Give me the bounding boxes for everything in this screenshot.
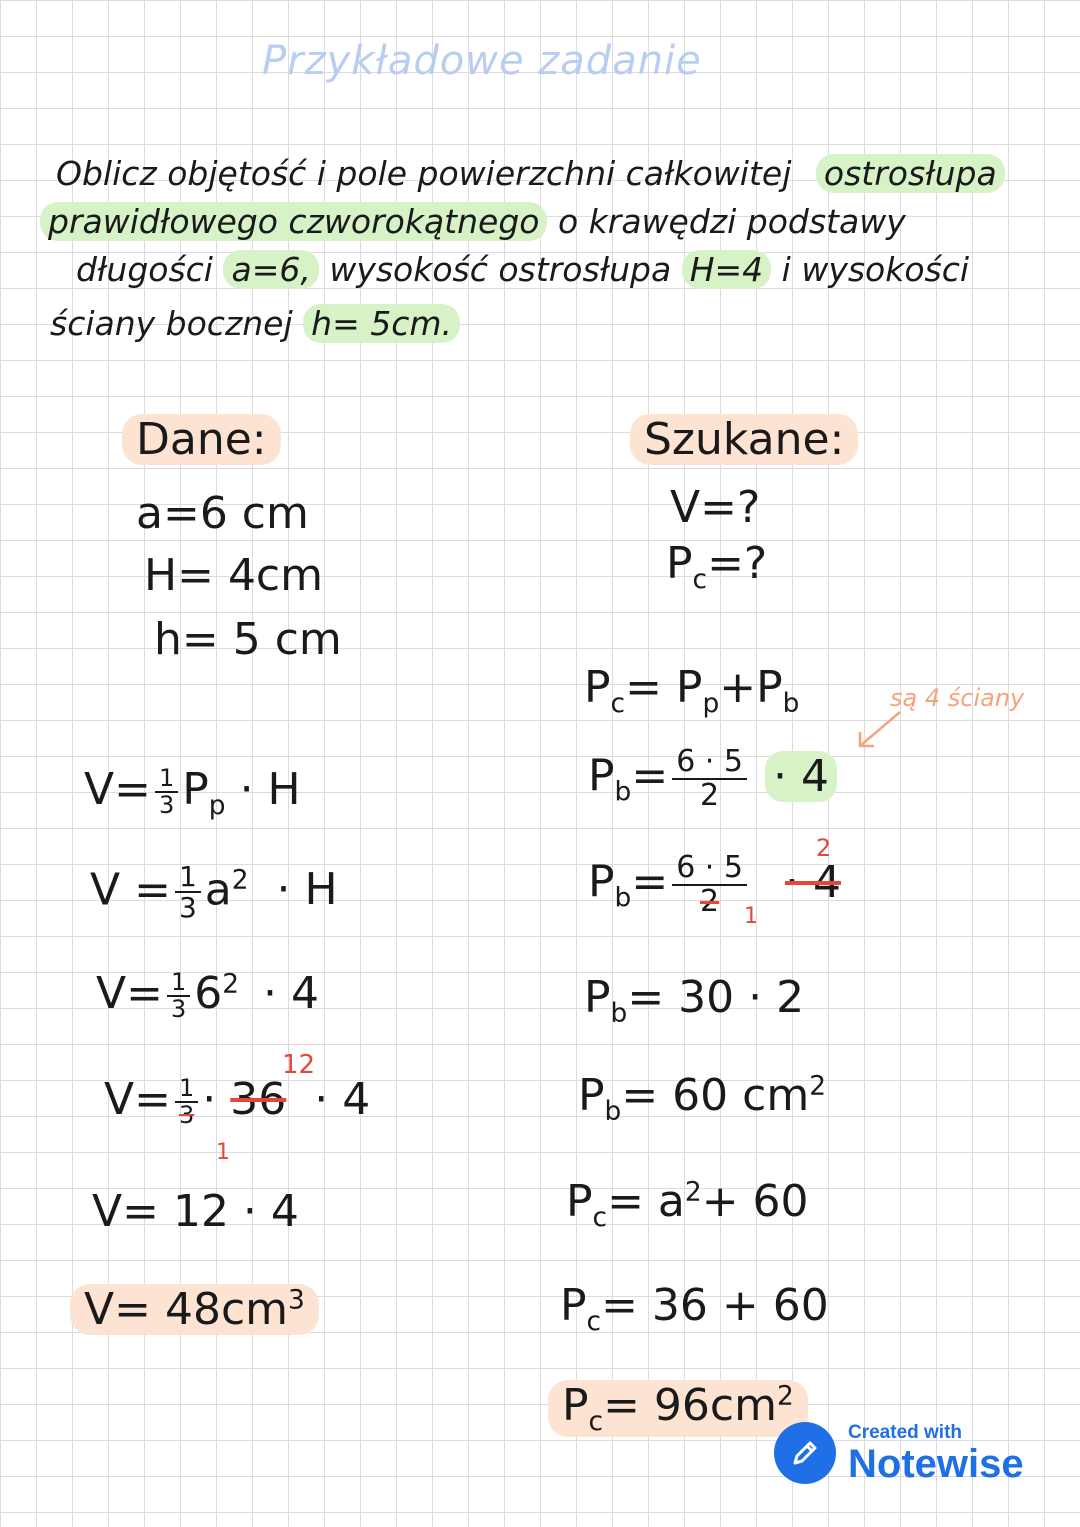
badge-brand-text: Notewise bbox=[848, 1442, 1024, 1486]
volume-line-1 bbox=[84, 764, 301, 821]
fraction bbox=[672, 852, 747, 917]
symbol-rest: =? bbox=[707, 538, 768, 589]
sought-Pc bbox=[666, 538, 767, 595]
denominator: 2 bbox=[700, 883, 720, 919]
task-text: Oblicz objętość i pole powierzchni całkowitej bbox=[56, 154, 792, 193]
area-line-6 bbox=[566, 1176, 809, 1233]
text: V= bbox=[96, 968, 163, 1019]
side-note: są 4 ściany bbox=[890, 684, 1025, 712]
text: V= bbox=[84, 764, 151, 815]
volume-line-2 bbox=[90, 862, 338, 923]
area-line-3 bbox=[588, 852, 841, 917]
area-line-5 bbox=[578, 1070, 826, 1127]
denominator: 3 bbox=[178, 1101, 195, 1129]
task-text: długości bbox=[76, 250, 213, 289]
text: +P bbox=[719, 662, 783, 713]
fraction bbox=[175, 862, 201, 923]
subscript: c bbox=[610, 687, 626, 719]
volume-line-5: V= 12 · 4 bbox=[92, 1186, 299, 1237]
text: = P bbox=[625, 662, 703, 713]
sought-V: V=? bbox=[670, 482, 761, 533]
task-line-4 bbox=[50, 302, 460, 346]
text: · H bbox=[239, 764, 301, 815]
text: P bbox=[588, 856, 615, 908]
text: P bbox=[562, 1380, 589, 1431]
subscript: b bbox=[610, 997, 628, 1029]
area-line-4 bbox=[584, 972, 804, 1029]
reduced-1: 1 bbox=[216, 1140, 230, 1165]
subscript: c bbox=[692, 563, 708, 595]
page-title: Przykładowe zadanie bbox=[262, 38, 702, 84]
task-text: ściany bocznej bbox=[50, 304, 293, 343]
sought-heading: Szukane: bbox=[630, 414, 858, 465]
crossed-value: · 4 bbox=[784, 856, 841, 908]
symbol-P: P bbox=[666, 538, 693, 589]
numerator: 6 · 5 bbox=[672, 746, 747, 780]
superscript: 2 bbox=[776, 1380, 794, 1412]
subscript: p bbox=[702, 687, 720, 719]
text: = 60 cm bbox=[621, 1070, 810, 1121]
reduced-1b: 1 bbox=[744, 904, 758, 929]
given-a: a=6 cm bbox=[136, 488, 309, 539]
area-line-7 bbox=[560, 1280, 829, 1337]
denominator: 3 bbox=[170, 995, 187, 1023]
highlight: prawidłowego czworokątnego bbox=[40, 202, 547, 241]
superscript: 2 bbox=[231, 864, 249, 896]
superscript: 2 bbox=[809, 1070, 826, 1102]
superscript: 2 bbox=[684, 1176, 702, 1208]
text: · H bbox=[276, 864, 338, 916]
area-line-1 bbox=[584, 662, 799, 719]
task-line-2 bbox=[40, 200, 906, 244]
text: P bbox=[182, 764, 209, 815]
task-text: i wysokości bbox=[781, 250, 970, 289]
highlight: H=4 bbox=[682, 250, 771, 289]
highlight: · 4 bbox=[765, 751, 837, 802]
subscript: b bbox=[614, 776, 632, 808]
text: = 36 + 60 bbox=[601, 1280, 829, 1331]
subscript: b bbox=[782, 687, 800, 719]
task-text: wysokość ostrosłupa bbox=[329, 250, 672, 289]
text: P bbox=[584, 662, 611, 713]
subscript: b bbox=[604, 1095, 622, 1127]
text: P bbox=[566, 1176, 593, 1227]
crossed-value: 36 bbox=[230, 1074, 287, 1125]
denominator: 2 bbox=[700, 777, 720, 813]
volume-line-4 bbox=[104, 1074, 370, 1128]
numerator: 1 bbox=[175, 862, 201, 893]
fraction bbox=[175, 1073, 198, 1129]
text: = 96cm bbox=[603, 1380, 777, 1431]
reduced-12: 12 bbox=[282, 1050, 316, 1080]
numerator: 1 bbox=[167, 970, 190, 997]
area-line-2 bbox=[588, 746, 837, 811]
task-line-3 bbox=[76, 248, 969, 292]
superscript: 2 bbox=[222, 968, 240, 1000]
subscript: c bbox=[586, 1305, 602, 1337]
text: + 60 bbox=[701, 1176, 809, 1227]
given-h: h= 5 cm bbox=[154, 614, 342, 665]
text: a bbox=[204, 864, 232, 916]
task-line-1 bbox=[56, 152, 1005, 196]
denominator: 3 bbox=[158, 791, 175, 819]
text: · 4 bbox=[263, 968, 320, 1019]
text: = 30 · 2 bbox=[627, 972, 805, 1023]
highlight: a=6, bbox=[223, 250, 318, 289]
text: = bbox=[631, 750, 669, 802]
text: P bbox=[578, 1070, 605, 1121]
area-result bbox=[548, 1380, 808, 1437]
volume-line-3 bbox=[96, 968, 319, 1022]
highlight: ostrosłupa bbox=[816, 154, 1005, 193]
subscript: p bbox=[208, 789, 226, 821]
fraction bbox=[155, 763, 178, 819]
fraction bbox=[672, 746, 747, 811]
badge-text bbox=[848, 1422, 1024, 1484]
text: · bbox=[202, 1074, 217, 1125]
subscript: b bbox=[614, 882, 632, 914]
reduced-2: 2 bbox=[816, 834, 832, 862]
text: P bbox=[584, 972, 611, 1023]
highlight: h= 5cm. bbox=[303, 304, 460, 343]
given-H: H= 4cm bbox=[144, 550, 323, 601]
text: V= 48cm bbox=[84, 1284, 288, 1335]
text: P bbox=[560, 1280, 587, 1331]
badge-small-text: Created with bbox=[848, 1422, 963, 1443]
task-text: o krawędzi podstawy bbox=[557, 202, 906, 241]
subscript: c bbox=[592, 1201, 608, 1233]
superscript: 3 bbox=[288, 1284, 305, 1316]
pencil-icon bbox=[774, 1422, 836, 1484]
text: · 4 bbox=[314, 1074, 371, 1125]
text: = a bbox=[607, 1176, 685, 1227]
notewise-badge bbox=[774, 1422, 1024, 1484]
subscript: c bbox=[588, 1405, 604, 1437]
text: V = bbox=[90, 864, 171, 916]
arrow-icon bbox=[850, 706, 910, 756]
numerator: 1 bbox=[175, 1076, 198, 1103]
text: = bbox=[631, 856, 669, 908]
text: 6 bbox=[194, 968, 223, 1019]
volume-result bbox=[70, 1284, 319, 1335]
text: P bbox=[588, 750, 615, 802]
numerator: 1 bbox=[155, 766, 178, 793]
fraction bbox=[167, 967, 190, 1023]
numerator: 6 · 5 bbox=[672, 852, 747, 886]
given-heading: Dane: bbox=[122, 414, 281, 465]
text: V= bbox=[104, 1074, 171, 1125]
denominator: 3 bbox=[178, 891, 197, 925]
